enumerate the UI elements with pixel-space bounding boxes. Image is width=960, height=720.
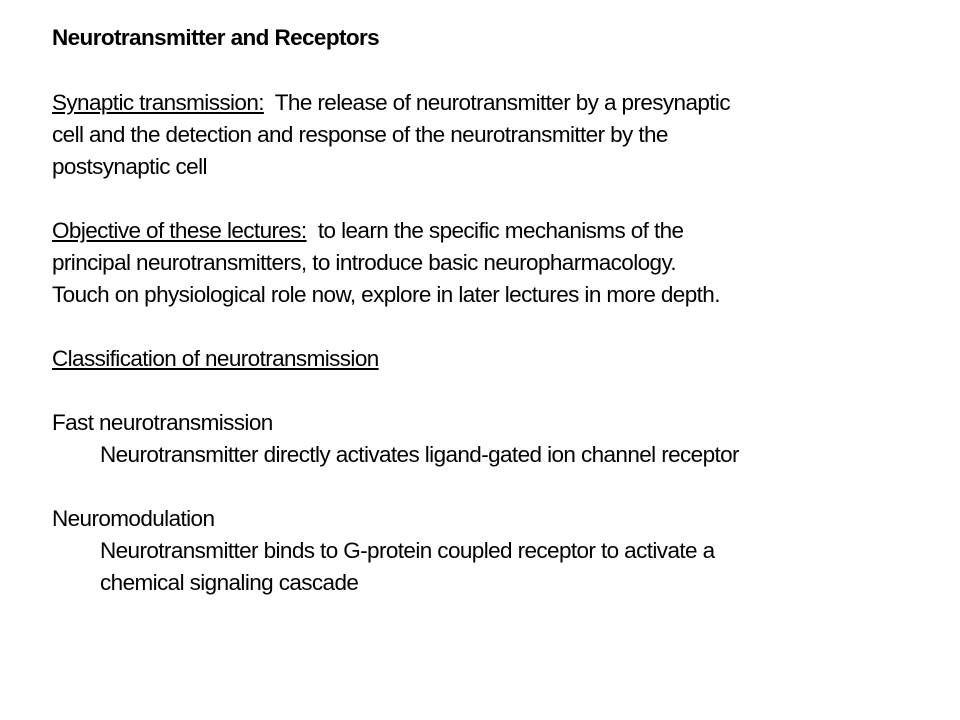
objective-line-2: principal neurotransmitters, to introduce basic neuropharmacology. — [52, 250, 677, 275]
objective-label: Objective of these lectures: — [52, 218, 307, 243]
objective-line-1 — [52, 218, 683, 244]
synaptic-line-2: cell and the detection and response of the neurotransmitter by the — [52, 122, 668, 147]
synaptic-text: The release of neurotransmitter by a presynaptic — [263, 90, 730, 115]
page-title: Neurotransmitter and Receptors — [52, 25, 380, 50]
classification-heading — [52, 346, 379, 372]
neuromod-text-1: Neurotransmitter binds to G-protein coupled receptor to activate a — [100, 538, 715, 563]
objective-text: to learn the specific mechanisms of the — [306, 218, 684, 243]
classification-text: Classification of neurotransmission — [52, 346, 379, 371]
neuromod-text-2: chemical signaling cascade — [100, 570, 359, 595]
neuromod-heading: Neuromodulation — [52, 506, 215, 531]
synaptic-label: Synaptic transmission: — [52, 90, 264, 115]
fast-heading: Fast neurotransmission — [52, 410, 273, 435]
fast-text: Neurotransmitter directly activates ligand-gated ion channel receptor — [100, 442, 739, 467]
objective-line-3: Touch on physiological role now, explore in later lectures in more depth. — [52, 282, 720, 307]
synaptic-line-3: postsynaptic cell — [52, 154, 207, 179]
synaptic-line-1 — [52, 90, 730, 116]
